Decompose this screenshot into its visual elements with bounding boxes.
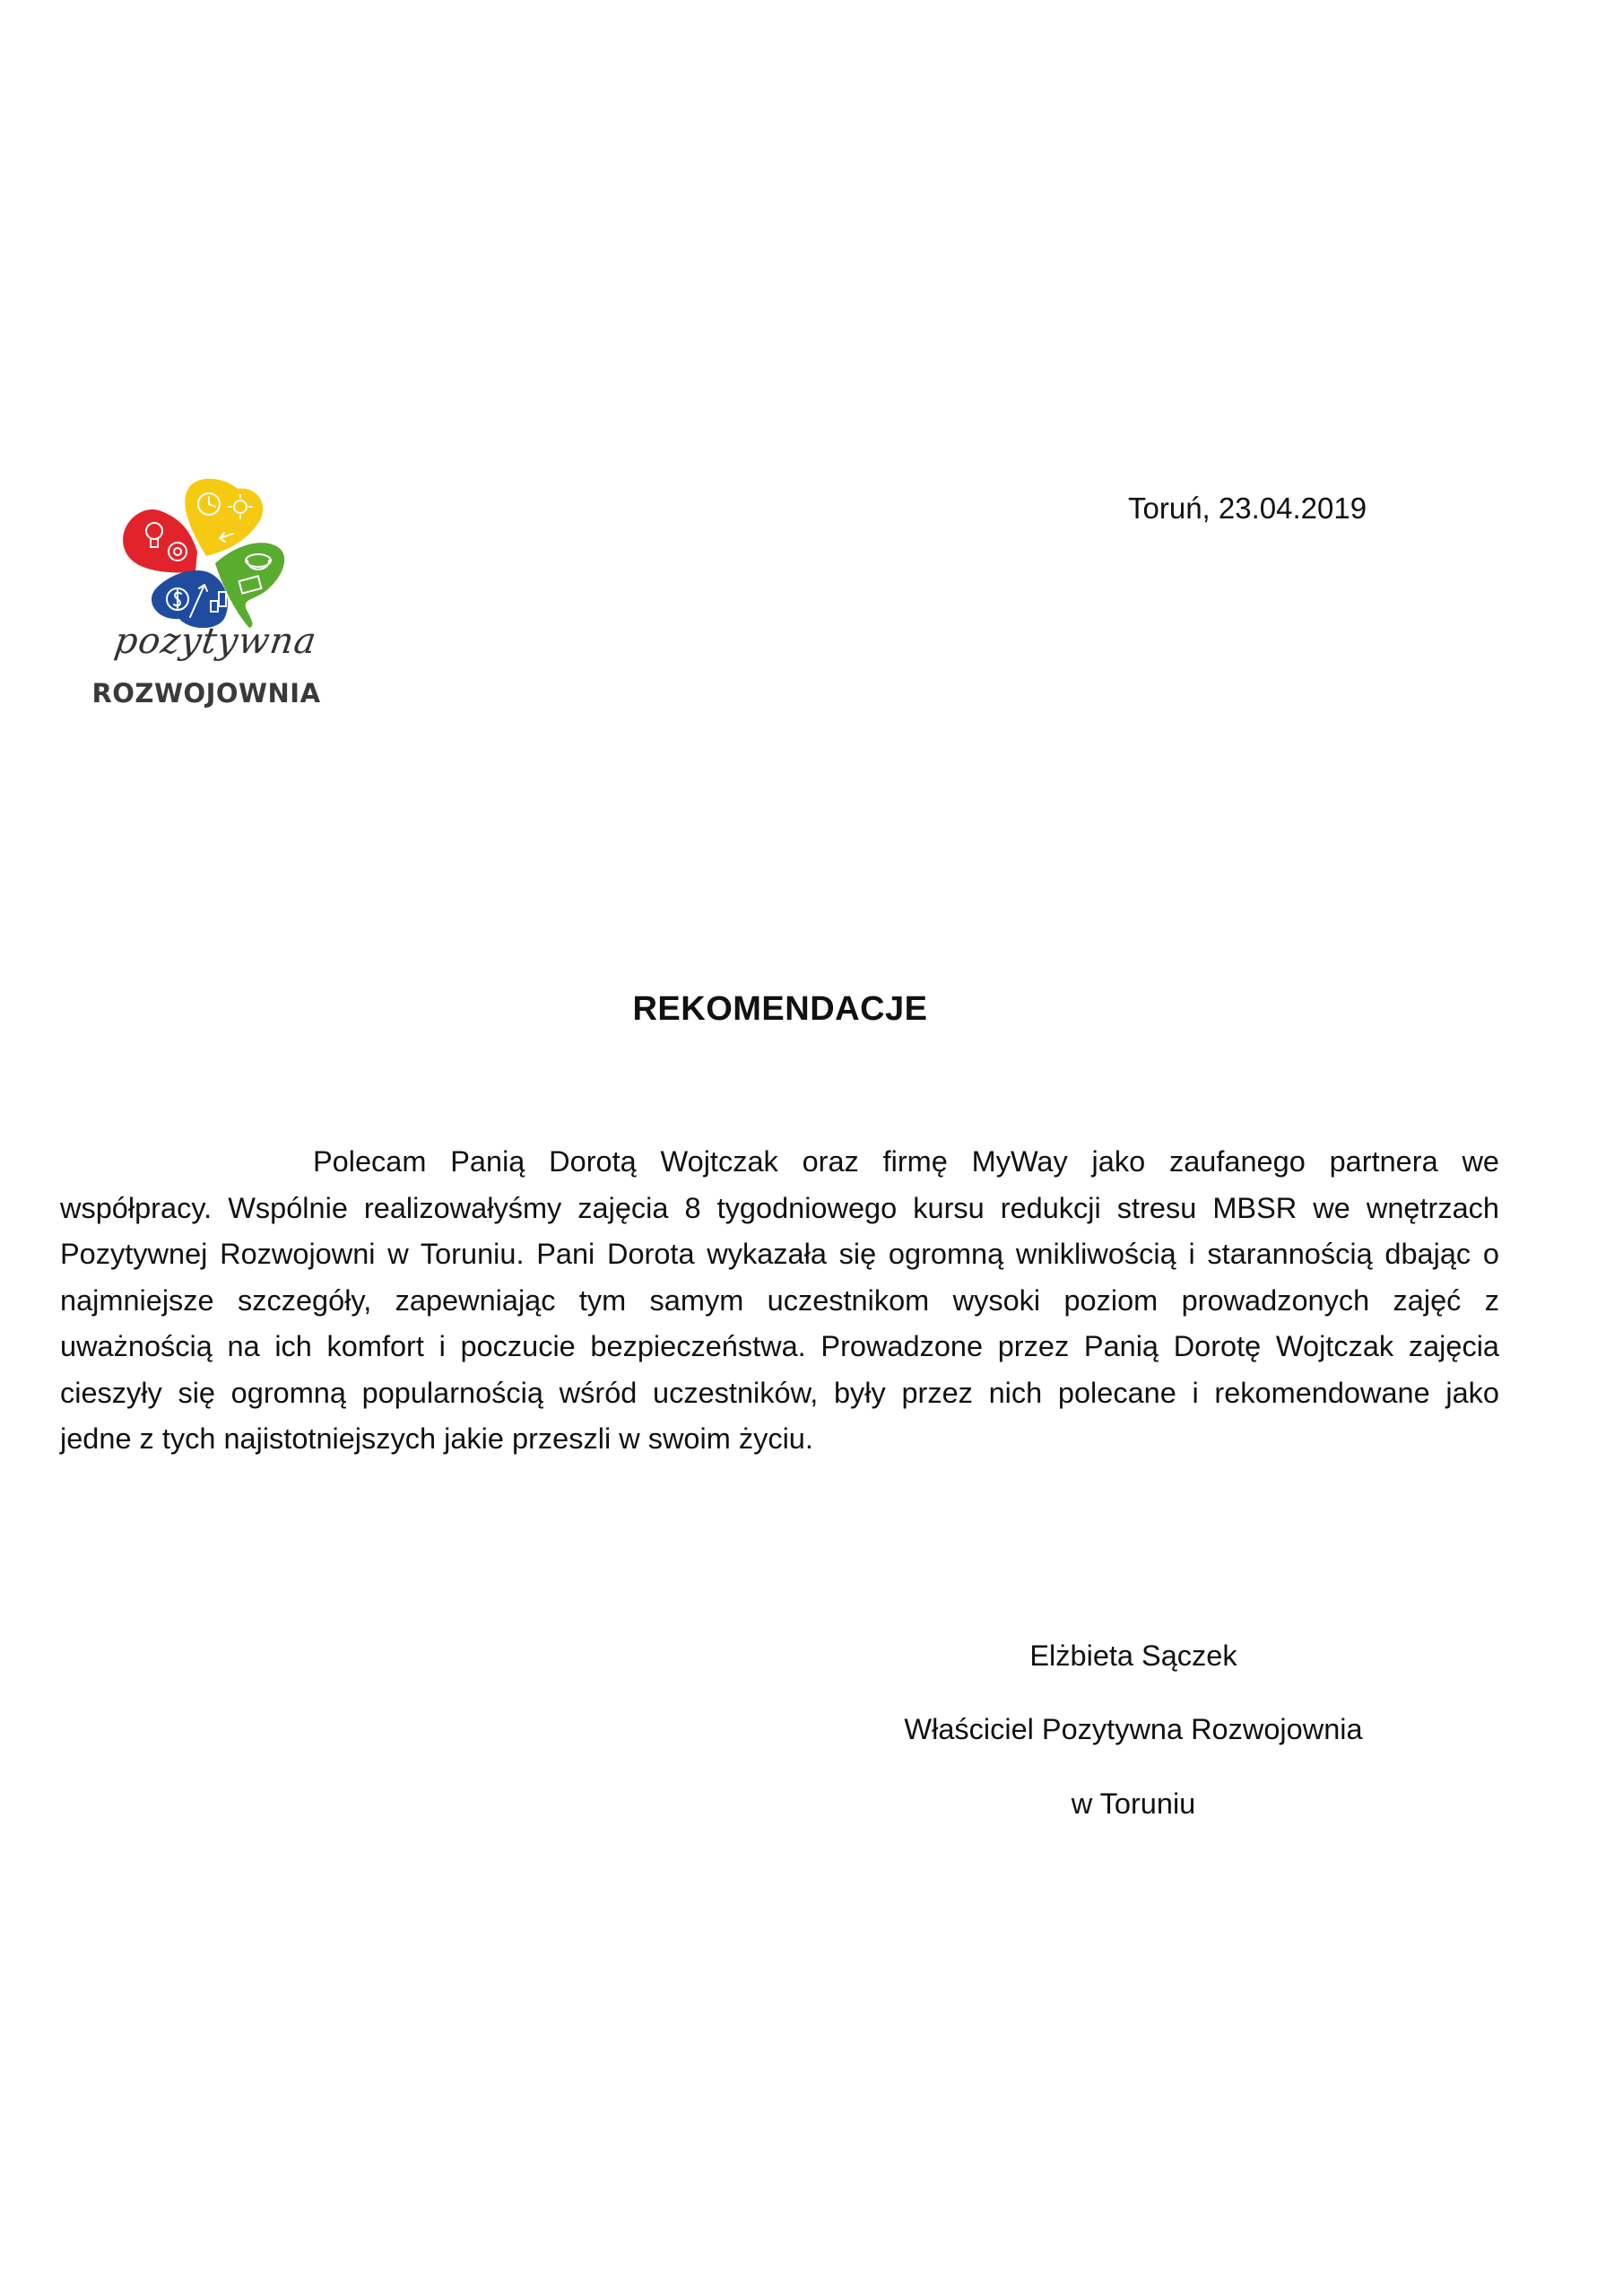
document-date: Toruń, 23.04.2019	[1128, 491, 1367, 525]
logo-brand-text: ROZWOJOWNIA	[91, 678, 321, 709]
paragraph-line: cieszyły się ogromną popularnością wśród uczestników, były przez nich polecane i rekomendowane jako	[60, 1376, 1499, 1409]
clover-leaf-red	[123, 509, 197, 573]
paragraph-line: jedne z tych najistotniejszych jakie przeszli w swoim życiu.	[60, 1422, 813, 1455]
paragraph-line: Pozytywnej Rozwojowni w Toruniu. Pani Dorota wykazała się ogromną wnikliwością i starannością dbając o	[60, 1238, 1499, 1270]
clover-icon	[90, 466, 323, 628]
document-title: REKOMENDACJE	[632, 990, 928, 1028]
paragraph-line: najmniejsze szczegóły, zapewniając tym samym uczestnikom wysoki poziom prowadzonych zajęć z	[60, 1283, 1499, 1317]
paragraph-line: Polecam Panią Dorotą Wojtczak oraz firmę MyWay jako zaufanego partnera we	[313, 1145, 1499, 1178]
paragraph-line: uważnością na ich komfort i poczucie bezpieczeństwa. Prowadzone przez Panią Dorotę Wojtczak zajęcia	[60, 1330, 1499, 1362]
logo-script-text: pozytywna	[111, 621, 320, 662]
signature-role: Właściciel Pozytywna Rozwojownia	[904, 1713, 1363, 1745]
clover-leaf-blue	[152, 570, 228, 628]
company-logo	[90, 466, 323, 735]
signature-city: w Toruniu	[1071, 1787, 1196, 1820]
paragraph-line: współpracy. Wspólnie realizowałyśmy zajęcia 8 tygodniowego kursu redukcji stresu MBSR we wnętrzach	[60, 1191, 1499, 1224]
recommendation-paragraph	[60, 1139, 1499, 1463]
signature-name: Elżbieta Sączek	[1029, 1639, 1237, 1672]
